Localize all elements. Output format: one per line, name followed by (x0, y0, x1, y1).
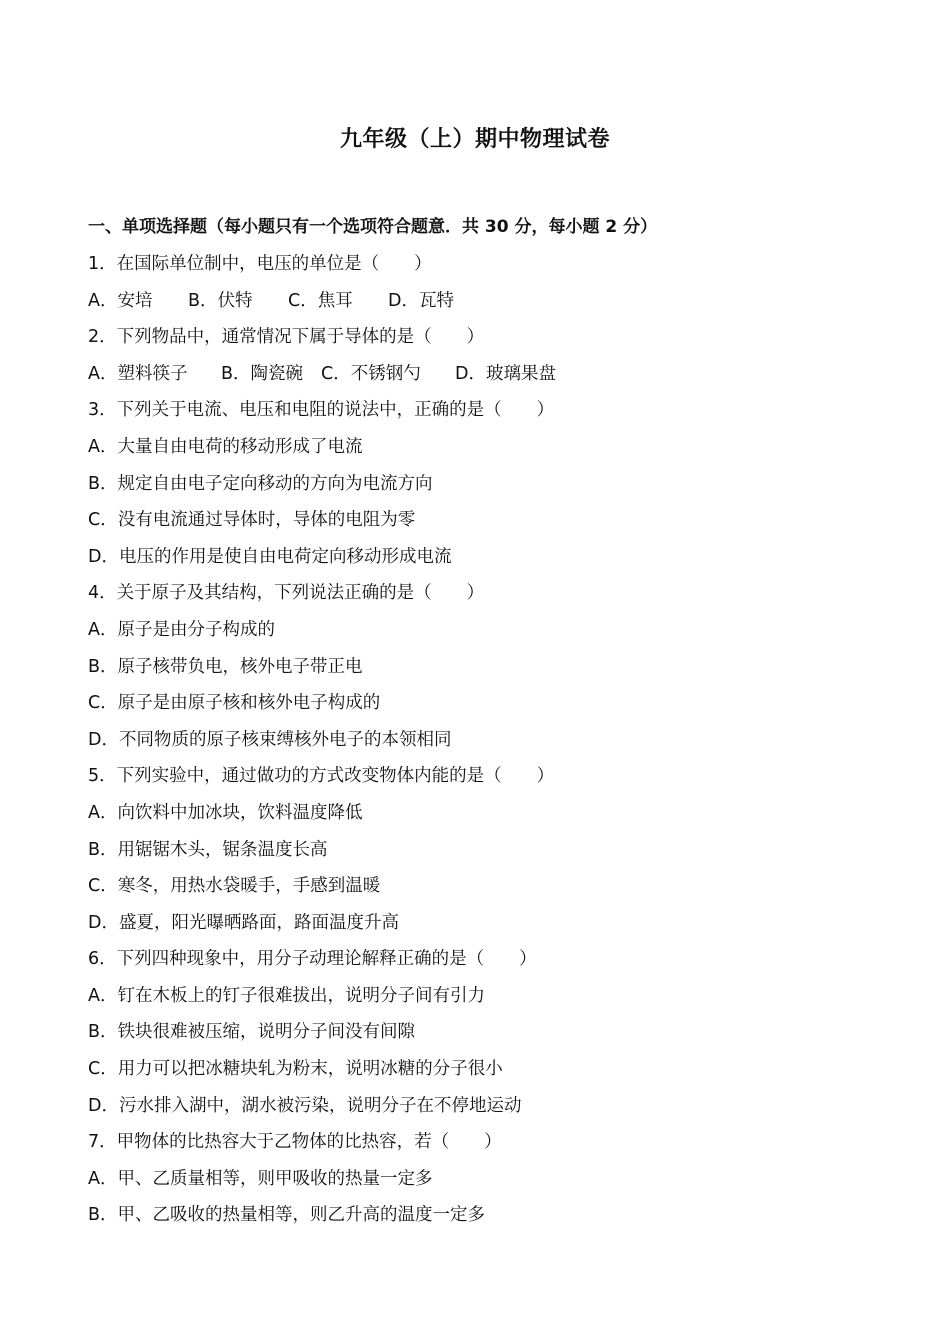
question-stem: 1．在国际单位制中，电压的单位是（ ） (88, 254, 432, 274)
option: B．铁块很难被压缩，说明分子间没有间隙 (88, 1022, 416, 1043)
option: D．污水排入湖中，湖水被污染，说明分子在不停地运动 (88, 1095, 522, 1116)
option: D．不同物质的原子核束缚核外电子的本领相同 (88, 729, 452, 750)
question-stem: 6．下列四种现象中，用分子动理论解释正确的是（ ） (88, 949, 537, 970)
option: C．原子是由原子核和核外电子构成的 (88, 693, 381, 714)
option: A．甲、乙质量相等，则甲吸收的热量一定多 (88, 1168, 433, 1189)
option: D．瓦特 (388, 290, 454, 311)
option: B．原子核带负电，核外电子带正电 (88, 656, 363, 677)
question-stem: 5．下列实验中，通过做功的方式改变物体内能的是（ ） (88, 766, 555, 787)
option: C．没有电流通过导体时，导体的电阻为零 (88, 510, 416, 531)
option: C．不锈钢勺 (321, 363, 421, 384)
option: D．玻璃果盘 (455, 363, 556, 384)
option: C．寒冬，用热水袋暖手，手感到温暖 (88, 876, 381, 897)
question-stem: 4．关于原子及其结构，下列说法正确的是（ ） (88, 583, 485, 604)
option: A．安培 (88, 290, 153, 311)
option-row (88, 286, 888, 323)
option: C．用力可以把冰糖块轧为粉末，说明冰糖的分子很小 (88, 1059, 503, 1080)
option: C．焦耳 (288, 290, 353, 311)
option: B．陶瓷碗 (221, 363, 304, 384)
option: B．伏特 (188, 290, 253, 311)
option: B．规定自由电子定向移动的方向为电流方向 (88, 473, 433, 494)
option: A．塑料筷子 (88, 363, 188, 384)
question-stem: 3．下列关于电流、电压和电阻的说法中，正确的是（ ） (88, 400, 555, 421)
question-list (88, 249, 888, 1237)
option: A．钉在木板上的钉子很难拔出，说明分子间有引力 (88, 985, 485, 1006)
question-stem: 7．甲物体的比热容大于乙物体的比热容，若（ ） (88, 1132, 502, 1153)
section-heading: 一、单项选择题（每小题只有一个选项符合题意．共 30 分，每小题 2 分） (88, 217, 658, 237)
option: A．向饮料中加冰块，饮料温度降低 (88, 802, 363, 823)
option: D．电压的作用是使自由电荷定向移动形成电流 (88, 546, 452, 567)
option: A．大量自由电荷的移动形成了电流 (88, 436, 363, 457)
option: A．原子是由分子构成的 (88, 619, 275, 640)
option: B．用锯锯木头，锯条温度长高 (88, 839, 328, 860)
page-title: 九年级（上）期中物理试卷 (339, 127, 610, 152)
option: B．甲、乙吸收的热量相等，则乙升高的温度一定多 (88, 1205, 486, 1226)
option: D．盛夏，阳光曝晒路面，路面温度升高 (88, 912, 399, 933)
question-stem: 2．下列物品中，通常情况下属于导体的是（ ） (88, 327, 485, 348)
option-row (88, 359, 888, 396)
